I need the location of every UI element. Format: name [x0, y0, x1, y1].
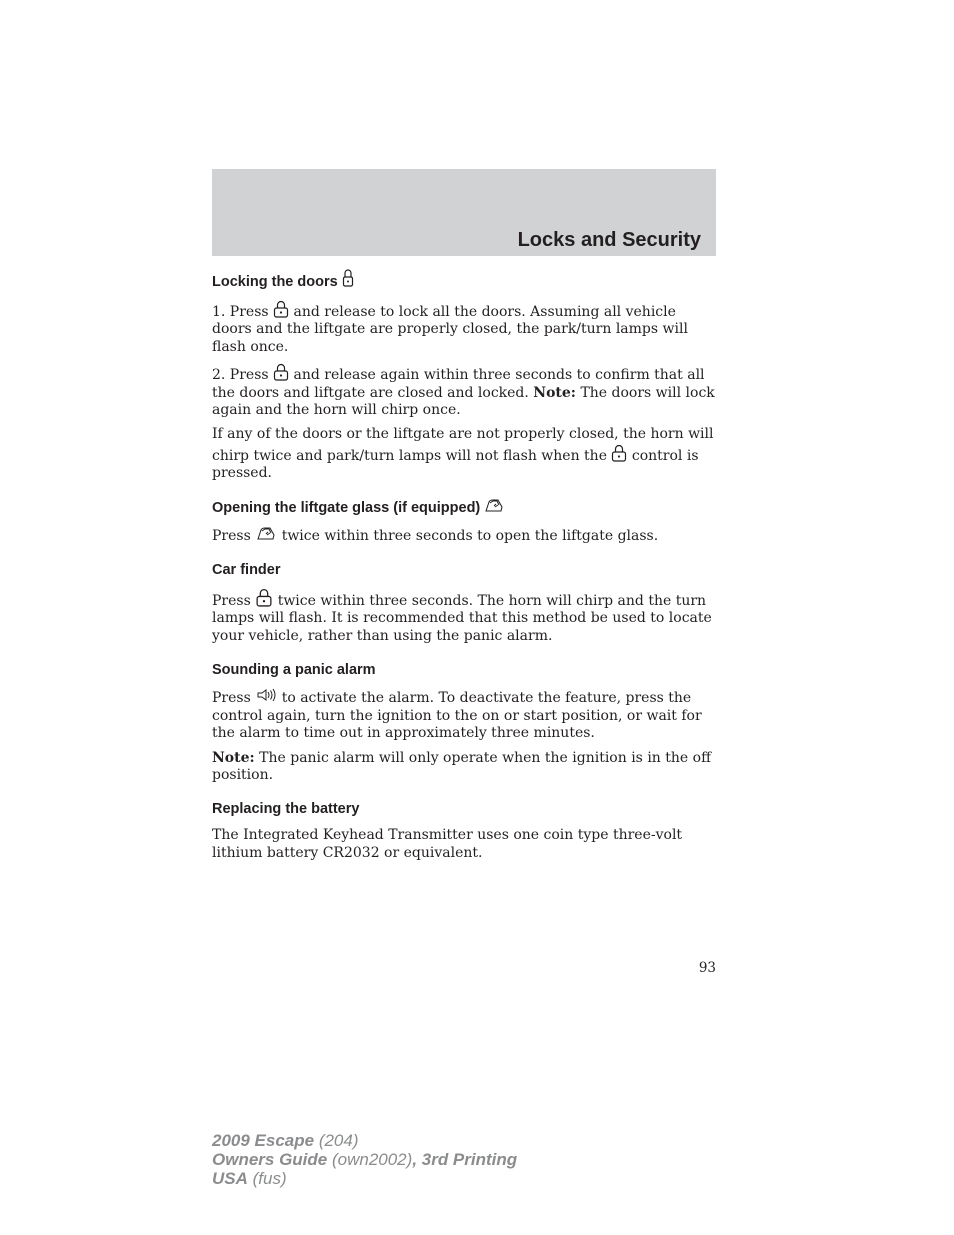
paragraph: Press to activate the alarm. To deactivate the feature, press the control again, turn the ignition to the on or start position, or wait for the alarm to time out in approximately three minutes. — [212, 690, 702, 742]
paragraph: Note: The panic alarm will only operate when the ignition is in the off position. — [212, 749, 712, 783]
section-locking-doors — [212, 268, 716, 483]
footer-line: USA (fus) — [212, 1169, 287, 1188]
lock-icon — [273, 363, 289, 381]
lock-icon — [255, 588, 273, 607]
liftgate-glass-icon — [255, 526, 277, 542]
paragraph: The Integrated Keyhead Transmitter uses one coin type three-volt lithium battery CR2032 or equivalent. — [212, 827, 683, 861]
section-car-finder — [212, 560, 716, 645]
lock-icon — [611, 444, 627, 462]
lock-icon — [342, 268, 354, 288]
section-heading: Replacing the battery — [212, 801, 360, 818]
section-liftgate-glass — [212, 498, 716, 545]
chapter-header — [212, 169, 716, 256]
paragraph: If any of the doors or the liftgate are not properly closed, the horn will chirp twice and park/turn lamps will not flash when the control is pressed. — [212, 426, 714, 482]
page-number: 93 — [698, 960, 716, 976]
section-heading: Locking the doors — [212, 268, 716, 292]
footer-line: Owners Guide (own2002), 3rd Printing — [212, 1150, 518, 1169]
paragraph: 2. Press and release again within three seconds to confirm that all the doors and liftgate are closed and locked. Note: The doors will lock again and the horn will chirp once. — [212, 363, 716, 419]
section-heading: Opening the liftgate glass (if equipped) — [212, 498, 716, 518]
footer-line: 2009 Escape (204) — [212, 1131, 359, 1150]
section-replacing-battery — [212, 799, 716, 862]
section-heading: Sounding a panic alarm — [212, 662, 376, 679]
paragraph: Press twice within three seconds to open the liftgate glass. — [212, 527, 659, 544]
chapter-title: Locks and Security — [517, 229, 701, 251]
paragraph: 1. Press and release to lock all the doors. Assuming all vehicle doors and the liftgate are properly closed, the park/turn lamps will flash once. — [212, 300, 716, 356]
paragraph: Press twice within three seconds. The horn will chirp and the turn lamps will flash. It is recommended that this method be used to locate your vehicle, rather than using the panic alarm. — [212, 588, 716, 645]
section-panic-alarm — [212, 660, 716, 784]
lock-icon — [273, 300, 289, 318]
liftgate-glass-icon — [484, 498, 504, 514]
section-heading: Car finder — [212, 562, 281, 579]
panic-alarm-icon — [255, 688, 277, 704]
footer-imprint — [212, 1131, 517, 1188]
page-content — [212, 268, 716, 869]
